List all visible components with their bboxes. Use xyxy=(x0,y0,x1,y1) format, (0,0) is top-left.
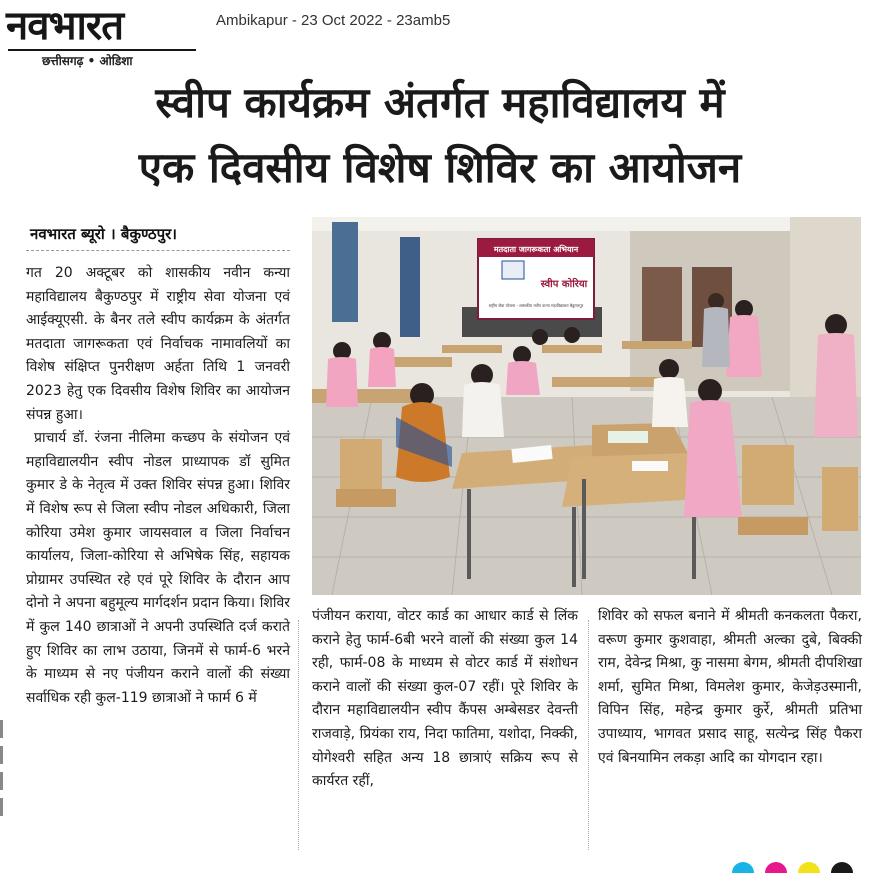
article-paragraph-1: गत 20 अक्टूबर को शासकीय नवीन कन्या महाविद्यालय बैकुण्ठपुर में राष्ट्रीय सेवा योजना एवं आईक्यूएसी. के बैनर तले स्वीप कार्यक्रम के अंतर्गत मतदाता जागरूकता एवं निर्वाचक नामावलियों का विशेष संक्षिप्त पुनरीक्षण अर्हता तिथि 1 जनवरी 2023 हेतु एक दिवसीय विशेष शिविर का आयोजन संपन्न हुआ। xyxy=(26,265,290,423)
newspaper-masthead xyxy=(6,4,202,66)
dateline: Ambikapur - 23 Oct 2022 - 23amb5 xyxy=(216,12,451,29)
banner-small-text: राष्ट्रीय सेवा योजना - शासकीय नवीन कन्या महाविद्यालय बैकुण्ठपुर xyxy=(488,303,584,308)
article-photo xyxy=(312,217,861,595)
article-column-3 xyxy=(598,605,862,770)
print-registration-marks xyxy=(732,862,859,873)
classroom-photo-illustration xyxy=(312,217,861,595)
article-paragraph-3: पंजीयन कराया, वोटर कार्ड का आधार कार्ड से लिंक कराने हेतु फार्म-6बी भरने वालों की संख्या कुल 14 रही, फार्म-08 के माध्यम से वोटर कार्ड में संशोधन कराने वालों की संख्या कुल-07 रहीं। पूरे शिविर के दौरान महाविद्यालयीन स्वीप कैंपस अम्बेसडर देवन्ती राजवाड़े, प्रियंका राय, निदा फातिमा, यशोदा, निक्की, योगेश्वरी सहित अन्य 18 छात्राएं सक्रिय रूप से कार्यरत रहीं, xyxy=(312,608,578,790)
column-divider-1 xyxy=(298,620,300,850)
registration-dot-cyan xyxy=(732,862,754,873)
registration-dot-black xyxy=(831,862,853,873)
banner-subtitle: स्वीप कोरिया xyxy=(540,279,588,290)
registration-dot-yellow xyxy=(798,862,820,873)
election-logo-icon xyxy=(502,261,524,279)
registration-dot-magenta xyxy=(765,862,787,873)
page-edge-marks xyxy=(0,720,4,840)
headline-line-2: एक दिवसीय विशेष शिविर का आयोजन xyxy=(138,143,742,192)
article-paragraph-4: शिविर को सफल बनाने में श्रीमती कनकलता पैकरा, वरूण कुमार कुशवाहा, श्रीमती अल्का दुबे, बिक्की राम, देवेन्द्र मिश्रा, कु नासमा बेगम, श्रीमती दीपशिखा शर्मा, सुमित मिश्रा, विमलेश कुमार, केजेड़उस्मानी, विपिन सिंह, महेन्द्र कुमार कुर्रे, श्रीमती प्रतिभा उपाध्याय, भागवत प्रसाद साहू, सत्येन्द्र सिंह पैकरा एवं बिनयामिन लकड़ा आदि का योगदान रहा। xyxy=(598,608,862,766)
article-column-1 xyxy=(26,262,290,710)
logo-underline xyxy=(8,49,196,51)
article-paragraph-2: प्राचार्य डॉ. रंजना नीलिमा कच्छप के संयोजन एवं महाविद्यालयीन स्वीप नोडल प्राध्यापक डॉ सुमित कुमार डे के नेतृत्व में उक्त शिविर संपन्न हुआ। शिविर में विशेष रूप से जिला स्वीप नोडल अधिकारी, जिला कोरिया उमेश कुमार जायसवाल व जिला निर्वाचन कार्यालय, जिला-कोरिया से अभिषेक सिंह, सहायक प्रोग्रामर उपस्थित रहे एवं पूरे शिविर के दौरान आप दोनो ने अपना बहुमूल्य मार्गदर्शन प्रदान किया। शिविर में कुल 140 छात्राओं ने अपनी उपस्थिति दर्ज कराते हुए शिविर का लाभ उठाया, जिनमें से फार्म-6 भरने के माध्यम से नए पंजीयन कराने वालों की संख्या सर्वाधिक रही कुल-119 छात्राओं ने फार्म 6 में xyxy=(26,430,290,706)
edition-regions: छत्तीसगढ़ • ओडिशा xyxy=(42,54,133,68)
banner-title: मतदाता जागरूकता अभियान xyxy=(493,245,579,254)
column-divider-2 xyxy=(588,620,590,850)
headline xyxy=(20,70,860,200)
byline-divider xyxy=(26,250,290,251)
byline: नवभारत ब्यूरो । बैकुण्ठपुर। xyxy=(30,225,177,243)
headline-line-1: स्वीप कार्यक्रम अंतर्गत महाविद्यालय में xyxy=(155,78,725,127)
newspaper-logo: नवभारत xyxy=(6,3,124,49)
article-column-2 xyxy=(312,605,578,794)
